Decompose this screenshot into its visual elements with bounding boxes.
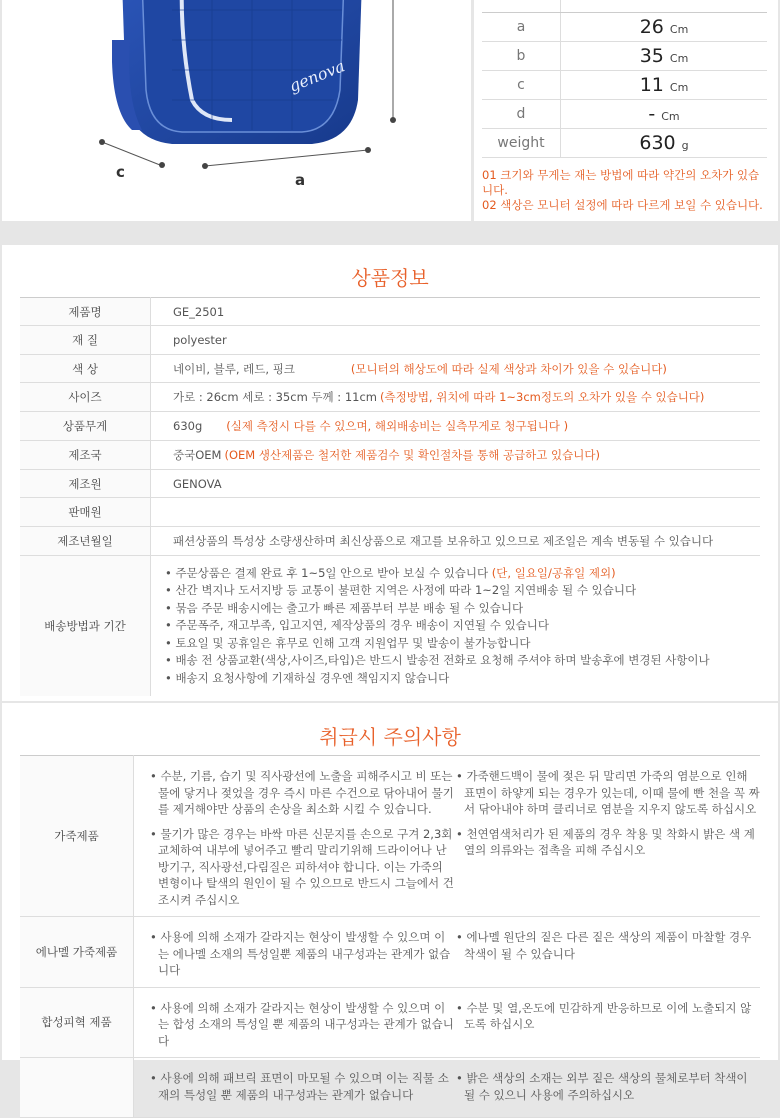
info-value: 네이비, 블루, 레드, 핑크 xyxy=(173,361,295,376)
shipping-row xyxy=(20,556,760,696)
dimension-label-a: a xyxy=(295,171,306,189)
spec-value: 35 xyxy=(639,45,664,67)
info-value: 630g xyxy=(173,419,203,433)
list-item: • 배송지 요청사항에 기재하실 경우엔 책임지지 않습니다 xyxy=(165,670,760,688)
info-key: 색 상 xyxy=(20,355,151,383)
care-row xyxy=(20,756,760,917)
list-item: • 주문폭주, 재고부족, 입고지연, 제작상품의 경우 배송이 지연될 수 있습니다 xyxy=(165,617,760,635)
care-key: 에나멜 가죽제품 xyxy=(20,917,134,988)
spec-key: weight xyxy=(482,129,561,158)
care-text: • 수분, 기름, 습기 및 직사광선에 노출을 피해주시고 비 또는 물에 닿거나 젖었을 경우 즉시 마른 수건으로 닦아내어 물기를 제거해야만 상품의 손상을 최소화 시킬 수 있습니다. xyxy=(150,769,454,816)
spec-unit: Cm xyxy=(669,81,689,94)
spec-key: b xyxy=(482,42,561,71)
spec-unit: g xyxy=(681,139,689,152)
section-title: 취급시 주의사항 xyxy=(319,725,461,749)
spec-value: 26 xyxy=(639,16,664,38)
spec-note: 02 색상은 모니터 설정에 따라 다르게 보일 수 있습니다. xyxy=(482,198,763,212)
care-row xyxy=(20,1058,760,1118)
info-row xyxy=(20,441,760,470)
info-value: 가로 : 26cm 세로 : 35cm 두께 : 11cm xyxy=(173,390,377,404)
info-key: 사이즈 xyxy=(20,383,151,412)
info-key: 제조국 xyxy=(20,441,151,470)
list-item: • 묶음 주문 배송시에는 출고가 빠른 제품부터 부분 배송 될 수 있습니다 xyxy=(165,600,760,618)
spec-unit: Cm xyxy=(669,52,689,65)
info-row xyxy=(20,355,760,383)
spec-unit: Cm xyxy=(669,23,689,36)
care-text: • 사용에 의해 패브릭 표면이 마모될 수 있으며 이는 직물 소재의 특성일 뿐 제품의 내구성과는 관계가 없습니다 xyxy=(150,1071,449,1102)
spec-table xyxy=(482,0,767,213)
info-row xyxy=(20,298,760,326)
info-row xyxy=(20,412,760,441)
care-key: 가죽제품 xyxy=(20,756,134,917)
list-item: • 토요일 및 공휴일은 휴무로 인해 고객 지원업무 및 발송이 불가능합니다 xyxy=(165,635,760,653)
info-value: GENOVA xyxy=(173,476,222,491)
dimension-label-c: c xyxy=(116,163,125,181)
spec-row xyxy=(482,13,767,42)
info-key: 제조년월일 xyxy=(20,527,151,556)
care-text: • 밝은 색상의 소재는 외부 짙은 색상의 물체로부터 착색이 될 수 있으니 사용에 주의하십시오 xyxy=(456,1071,748,1102)
panel-divider xyxy=(471,0,474,221)
info-key: 제조원 xyxy=(20,470,151,498)
list-item: • 배송 전 상품교환(색상,사이즈,타입)은 반드시 발송전 전화로 요청해 주셔야 하며 발송후에 변경된 사항이나 xyxy=(165,652,760,670)
spec-value: 630 xyxy=(639,132,676,154)
info-key: 상품무게 xyxy=(20,412,151,441)
info-key: 제품명 xyxy=(20,298,151,326)
info-key: 판매원 xyxy=(20,498,151,527)
list-item: • 주문상품은 결제 완료 후 1~5일 안으로 받아 보실 수 있습니다 (단, 일요일/공휴일 제외) xyxy=(165,565,760,583)
list-item: • 산간 벽지나 도서지방 등 교통이 불편한 지역은 사정에 따라 1~2일 지연배송 될 수 있습니다 xyxy=(165,582,760,600)
dimension-panel xyxy=(2,0,778,221)
spec-key: c xyxy=(482,71,561,100)
care-panel xyxy=(2,703,778,1102)
info-key: 배송방법과 기간 xyxy=(20,556,151,696)
care-text: • 사용에 의해 소재가 갈라지는 현상이 발생할 수 있으며 이는 합성 소재의 특성일 뿐 제품의 내구성과는 관계가 없습니다 xyxy=(150,1000,454,1048)
info-note: (OEM 생산제품은 철저한 제품검수 및 확인절차를 통해 공급하고 있습니다) xyxy=(224,448,600,462)
info-value: polyester xyxy=(173,333,227,347)
info-row xyxy=(20,326,760,355)
info-value: 중국OEM xyxy=(173,448,222,462)
care-text: • 수분 및 열,온도에 민감하게 반응하므로 이에 노출되지 않도록 하십시오 xyxy=(456,1000,752,1031)
spec-key: a xyxy=(482,13,561,42)
care-text: • 사용에 의해 소재가 갈라지는 현상이 발생할 수 있으며 이는 에나멜 소재의 특성일뿐 제품의 내구성과는 관계가 없습니다 xyxy=(150,930,451,977)
product-image-area xyxy=(2,0,470,221)
care-key: 합성피혁 제품 xyxy=(20,987,134,1058)
dimension-lines xyxy=(2,0,470,221)
product-info-table xyxy=(20,297,760,696)
spec-value: 11 xyxy=(639,74,664,96)
info-note: (모니터의 해상도에 따라 실제 색상과 차이가 있을 수 있습니다) xyxy=(350,361,667,376)
care-text: • 천연염색처리가 된 제품의 경우 착용 및 착화시 밝은 색 계열의 의류와는 접촉을 피해 주십시오 xyxy=(456,826,755,857)
info-value: GE_2501 xyxy=(173,304,225,319)
product-info-panel xyxy=(2,245,778,701)
spec-key: d xyxy=(482,100,561,129)
spec-note: 01 크기와 무게는 재는 방법에 따라 약간의 오차가 있습니다. xyxy=(482,168,760,197)
section-title: 상품정보 xyxy=(351,266,429,290)
spec-row xyxy=(482,129,767,158)
spec-unit: Cm xyxy=(661,110,680,123)
info-row xyxy=(20,470,760,498)
spec-row xyxy=(482,71,767,100)
spec-value: - xyxy=(648,103,656,125)
info-value: 패션상품의 특성상 소량생산하며 최신상품으로 재고를 보유하고 있으므로 제조일은 계속 변동될 수 있습니다 xyxy=(173,534,714,548)
care-row xyxy=(20,987,760,1058)
info-key: 재 질 xyxy=(20,326,151,355)
info-note: (측정방법, 위치에 따라 1~3cm정도의 오차가 있을 수 있습니다) xyxy=(380,390,705,404)
care-text: • 가죽핸드백이 물에 젖은 뒤 말리면 가죽의 염분으로 인해 표면이 하얗게 되는 경우가 있는데, 이때 물에 빤 천을 꼭 짜서 닦아내야 하며 클리너로 염분을 지우지 않도록 하십시오 xyxy=(456,769,760,816)
care-table xyxy=(20,755,760,1118)
care-row xyxy=(20,917,760,988)
info-row xyxy=(20,498,760,527)
info-row xyxy=(20,527,760,556)
svg-text:genova: genova xyxy=(286,56,348,96)
care-text: • 에나멜 원단의 짙은 다른 짙은 색상의 제품이 마찰할 경우 착색이 될 수 있습니다 xyxy=(456,930,752,961)
info-note: (실제 측정시 다를 수 있으며, 해외배송비는 실측무게로 청구됩니다 ) xyxy=(226,419,569,433)
care-key xyxy=(20,1058,134,1118)
info-row xyxy=(20,383,760,412)
spec-row xyxy=(482,42,767,71)
care-text: • 물기가 많은 경우는 바싹 마른 신문지를 손으로 구겨 2,3회 교체하여 내부에 넣어주고 빨리 말리기위해 드라이어나 난방기구, 직사광선,다림질은 피하셔야 합니다. 이는 가죽의 변형이나 탈색의 원인이 될 수 있으므로 반드시 그늘에서 건조시켜 주십시오 xyxy=(150,826,454,907)
shipping-list xyxy=(165,565,760,688)
shipping-note: (단, 일요일/공휴일 제외) xyxy=(491,565,616,580)
spec-row xyxy=(482,100,767,129)
